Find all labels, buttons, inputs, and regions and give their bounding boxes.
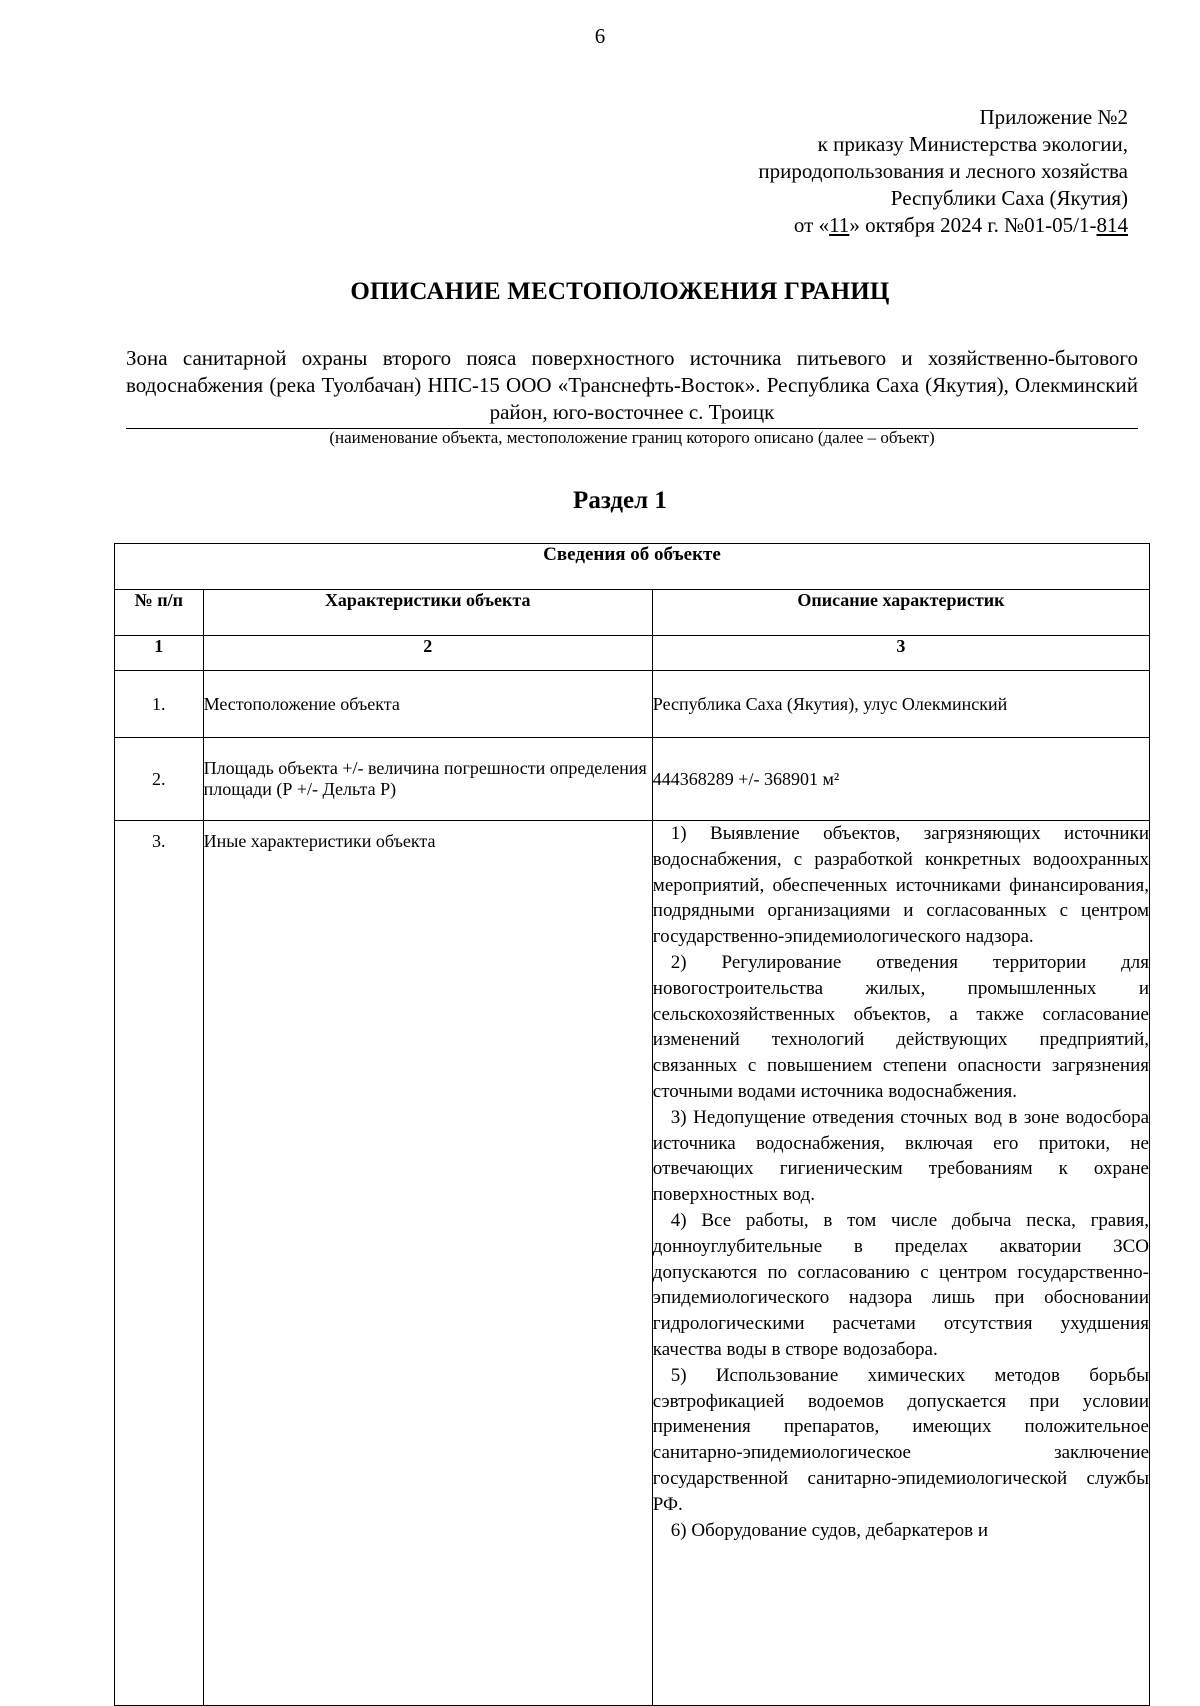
appendix-line: природопользования и лесного хозяйства: [758, 159, 1128, 183]
appendix-header: [488, 104, 1128, 239]
table-header-row: [115, 590, 1150, 636]
appendix-line: к приказу Министерства экологии,: [817, 132, 1128, 156]
section-title: Раздел 1: [573, 487, 667, 514]
table-caption-row: [115, 544, 1150, 590]
row-characteristic: Иные характеристики объекта: [203, 821, 652, 1706]
order-prefix: от «: [793, 213, 830, 237]
description-item: 3) Недопущение отведения сточных вод в зоне водосбора источника водоснабжения, включая его притоки, не отвечающих гигиеническим требованиям к охране поверхностных вод.: [652, 1106, 1149, 1206]
object-info-table: [114, 543, 1150, 1706]
order-middle: » октября 2024 г. №01-05/1-: [849, 213, 1097, 237]
order-day: 11: [829, 213, 850, 237]
description-item: 1) Выявление объектов, загрязняющих источники водоснабжения, с разработкой конкретных водоохранных мероприятий, обеспеченных источниками финансирования, подрядными организациями и согласованных с центром государственно-эпидемиологического надзора.: [652, 823, 1149, 948]
description-item: 5) Использование химических методов борьбы сэвтрофикацией водоемов допускается при условии применения препаратов, имеющих положительное санитарно-эпидемиологическое заключение государственной санитарно-эпидемиологической службы РФ.: [652, 1364, 1149, 1515]
header-cell: Описание характеристик: [652, 590, 1149, 636]
column-number: 1: [115, 636, 204, 671]
row-description: 444368289 +/- 368901 м²: [652, 738, 1149, 821]
appendix-line: Приложение №2: [979, 105, 1128, 129]
column-number-row: [115, 636, 1150, 671]
header-cell: Характеристики объекта: [203, 590, 652, 636]
description-item: 4) Все работы, в том числе добыча песка, гравия, донноуглубительные в пределах акватории ЗСО допускаются по согласованию с центром государственно-эпидемиологического надзора лишь при обосновании гидрологическими расчетами отсутствия ухудшения качества воды в створе водозабора.: [652, 1209, 1149, 1360]
order-number: 814: [1096, 213, 1128, 237]
row-characteristic: Площадь объекта +/- величина погрешности определения площади (Р +/- Дельта Р): [203, 738, 652, 821]
object-name: Зона санитарной охраны второго пояса поверхностного источника питьевого и хозяйственно-бытового водоснабжения (река Туолбачан) НПС-15 ООО «Транснефть-Восток». Республика Саха (Якутия), Олекминский район, юго-восточнее с. Троицк: [126, 346, 1138, 424]
row-number: 3.: [115, 821, 204, 1706]
column-number: 2: [203, 636, 652, 671]
row-number: 2.: [115, 738, 204, 821]
row-description: Республика Саха (Якутия), улус Олекминский: [652, 671, 1149, 738]
table-caption: Сведения об объекте: [115, 544, 1150, 590]
description-item: 2) Регулирование отведения территории для новогостроительства жилых, промышленных и сельскохозяйственных объектов, а также согласование изменений технологий действующих предприятий, связанных с повышением степени опасности загрязнения сточными водами источника водоснабжения.: [652, 951, 1149, 1102]
table-row: [115, 671, 1150, 738]
appendix-line: Республики Саха (Якутия): [890, 186, 1128, 210]
column-number: 3: [652, 636, 1149, 671]
row-characteristic: Местоположение объекта: [203, 671, 652, 738]
row-description-list: [652, 821, 1149, 1706]
page-number: 6: [594, 24, 606, 48]
table-row: [115, 821, 1150, 1706]
row-number: 1.: [115, 671, 204, 738]
document-title: ОПИСАНИЕ МЕСТОПОЛОЖЕНИЯ ГРАНИЦ: [350, 278, 890, 305]
object-caption: (наименование объекта, местоположение границ которого описано (далее – объект): [329, 428, 935, 447]
table-row: [115, 738, 1150, 821]
header-cell: № п/п: [115, 590, 204, 636]
appendix-order-line: [488, 212, 1128, 239]
description-item: 6) Оборудование судов, дебаркатеров и: [670, 1519, 988, 1541]
